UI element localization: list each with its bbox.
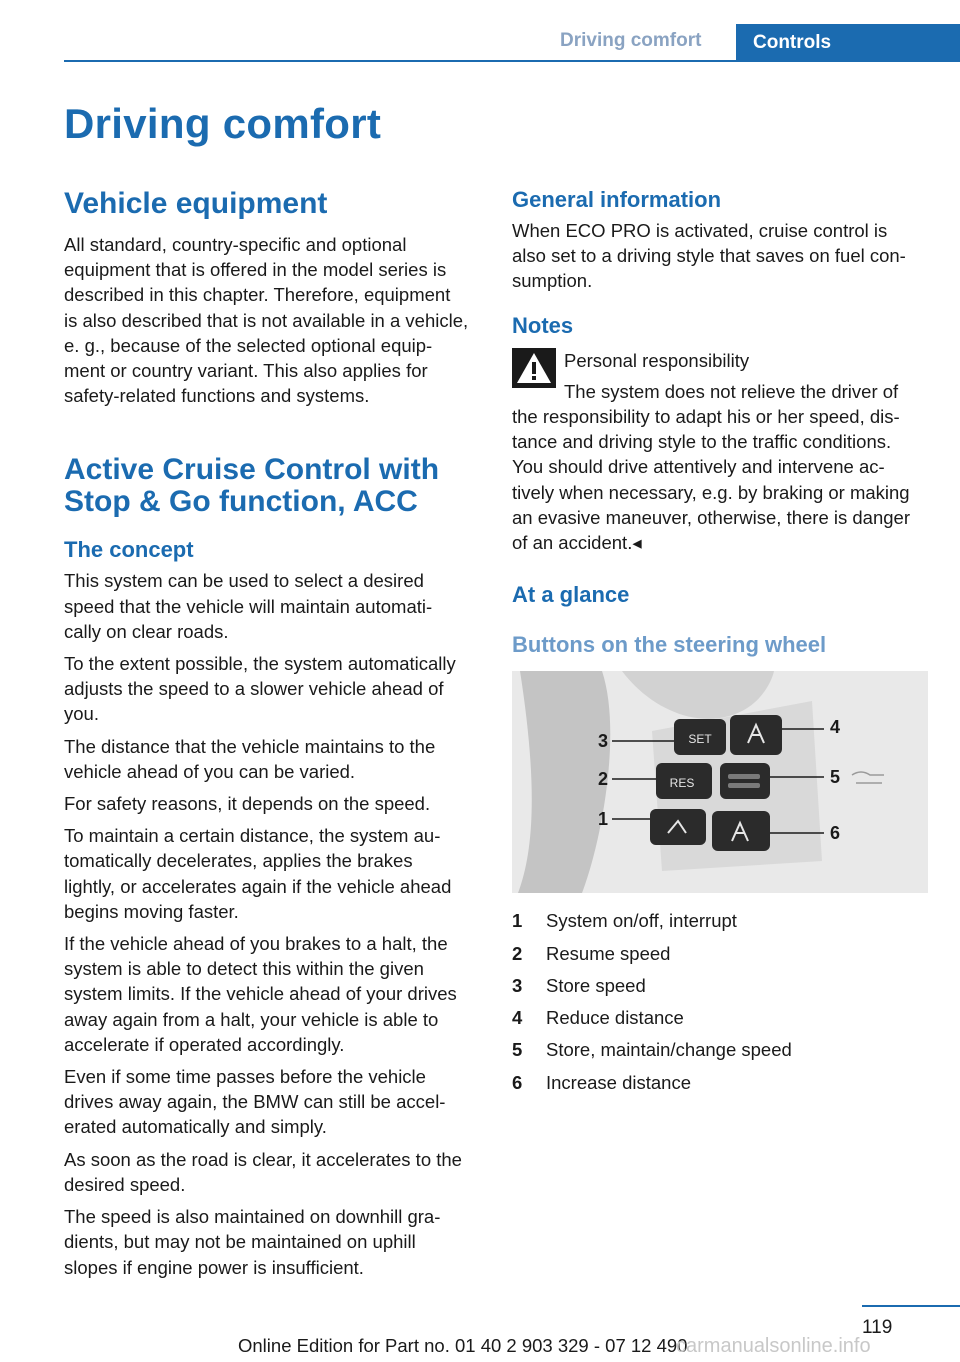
watermark: carmanualsonline.info: [676, 1335, 871, 1357]
header-tab-controls[interactable]: Controls: [736, 24, 960, 62]
right-column: [512, 180, 930, 1099]
general-information-paragraph: When ECO PRO is activated, cruise control is also set to a driving style that saves on fuel con- sumption.: [512, 220, 906, 292]
concept-paragraph-2: To the extent possible, the system automatically adjusts the speed to a slower vehicle ahead of you.: [64, 653, 456, 725]
callout-1: 1: [598, 809, 609, 830]
page-number-rule: [862, 1305, 960, 1307]
concept-paragraph-5: To maintain a certain distance, the system au- tomatically decelerates, applies the brakes lightly, or accelerates again if the vehicle ahead begins moving faster.: [64, 825, 452, 922]
on-off-button[interactable]: [650, 809, 706, 845]
legend-item: 4 Reduce distance: [512, 1007, 684, 1029]
page-title: Driving comfort: [64, 100, 382, 147]
steering-buttons-heading: Buttons on the steering wheel: [512, 632, 827, 658]
concept-paragraph-4: For safety reasons, it depends on the speed.: [64, 793, 431, 815]
legend-item: 3 Store speed: [512, 974, 646, 996]
at-a-glance-heading: At a glance: [512, 582, 630, 608]
callout-6: 6: [830, 823, 841, 844]
set-label: SET: [688, 732, 712, 747]
steering-wheel-illustration: [512, 671, 928, 893]
callout-3: 3: [598, 731, 609, 752]
legend-item: 5 Store, maintain/change speed: [512, 1039, 792, 1061]
warning-title: Personal responsibility: [564, 349, 750, 371]
header-section-label: Driving comfort: [560, 30, 702, 51]
left-column: [64, 180, 484, 1287]
legend-item: 6 Increase distance: [512, 1071, 692, 1093]
legend-item: 1 System on/off, interrupt: [512, 910, 737, 932]
page-number: 119: [862, 1317, 893, 1338]
callout-2: 2: [598, 769, 609, 790]
warning-intro: [564, 348, 898, 404]
concept-heading: The concept: [64, 537, 194, 563]
concept-paragraph-3: The distance that the vehicle maintains to the vehicle ahead of you can be varied.: [64, 735, 436, 782]
header-rule: [64, 60, 960, 62]
rocker-ridge-top: [728, 774, 760, 779]
concept-paragraph-9: The speed is also maintained on downhill gra- dients, but may not be maintained on uphill slopes if engine power is insufficient.: [64, 1206, 441, 1278]
rocker-ridge-bottom: [728, 783, 760, 788]
callout-4: 4: [830, 717, 841, 738]
concept-paragraph-7: Even if some time passes before the vehicle drives away again, the BMW can still be accel- erated automatically and simply.: [64, 1066, 446, 1138]
vehicle-equipment-heading: Vehicle equipment: [64, 187, 328, 220]
callout-5: 5: [830, 767, 841, 788]
steering-wheel-figure: [512, 671, 928, 893]
notes-heading: Notes: [512, 312, 574, 338]
warning-first-line: The system does not relieve the driver of: [564, 380, 899, 402]
general-information-heading: General information: [512, 187, 722, 212]
acc-heading: Active Cruise Control with Stop & Go function, ACC: [64, 453, 440, 519]
vehicle-equipment-paragraph: All standard, country-specific and optional equipment that is offered in the model series is described in this chapter. Therefore, equipment is also described that is not available in a vehicle, e. g., because of the selected optional equip- ment or country variant. This also applies for safety-related functions and systems.: [64, 234, 469, 407]
res-label: RES: [669, 776, 695, 791]
concept-paragraph-8: As soon as the road is clear, it accelerates to the desired speed.: [64, 1148, 462, 1195]
warning-triangle-icon: [512, 348, 556, 388]
legend-list: [512, 905, 930, 1099]
warning-block: [512, 348, 930, 404]
rocker-switch[interactable]: [720, 763, 770, 799]
concept-paragraph-1: This system can be used to select a desired speed that the vehicle will maintain automati- cally on clear roads.: [64, 570, 433, 642]
edition-footer: Online Edition for Part no. 01 40 2 903 329 - 07 12 490: [238, 1335, 688, 1356]
warning-paragraph: the responsibility to adapt his or her speed, dis- tance and driving style to the traffic conditions. You should drive attentively and intervene ac- tively when necessary, e.g. by braking or making an evasive maneuver, otherwise, there is danger of an accident.◂: [512, 406, 910, 554]
increase-distance-button[interactable]: [712, 811, 770, 851]
concept-paragraph-6: If the vehicle ahead of you brakes to a halt, the system is able to detect this within the given system limits. If the vehicle ahead of your drives away again from a halt, your vehicle is able to accelerate if operated accordingly.: [64, 933, 457, 1055]
legend-item: 2 Resume speed: [512, 942, 671, 964]
